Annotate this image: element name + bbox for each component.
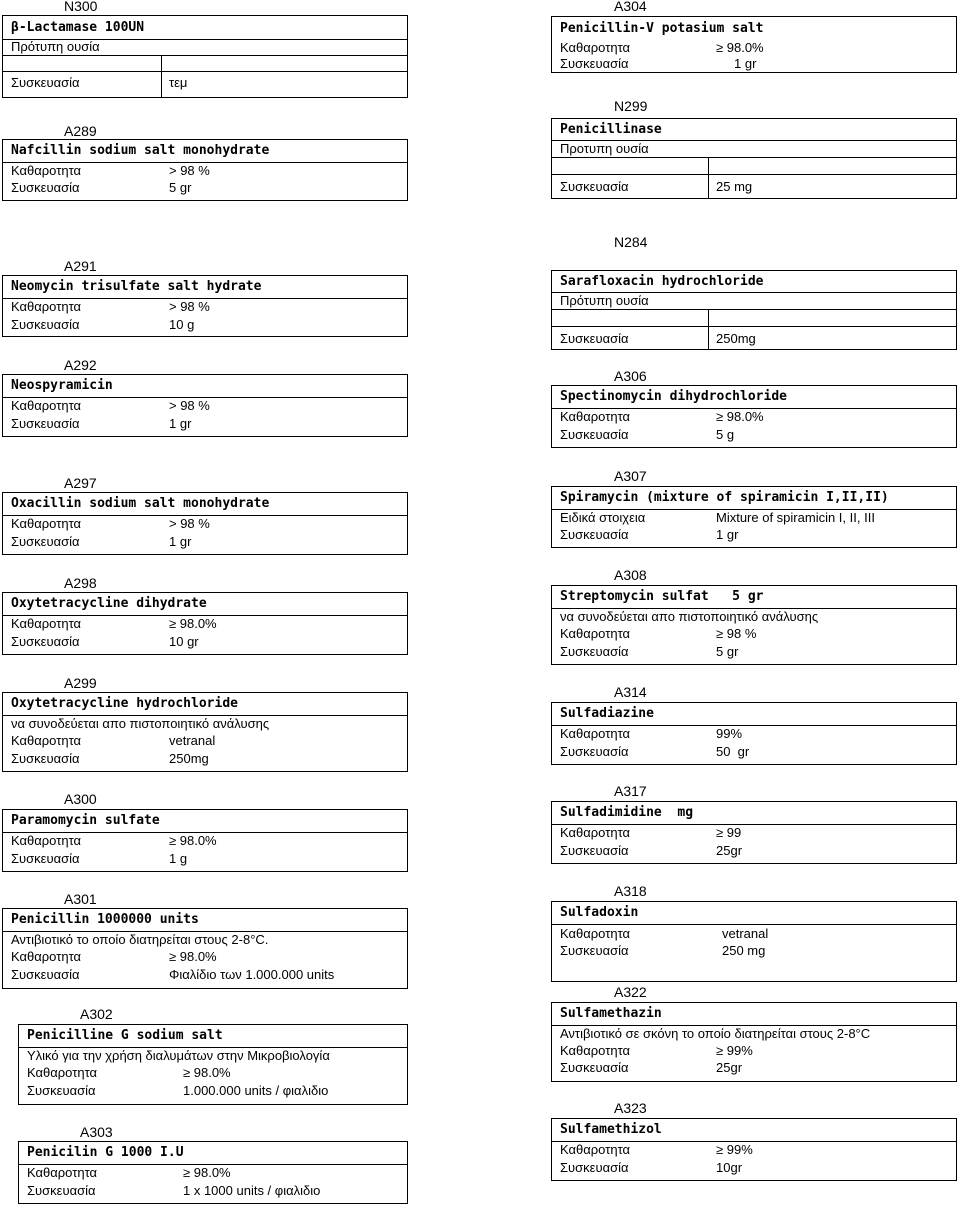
product-name: Penicilline G sodium salt [27,1028,223,1043]
pack-value: 10gr [716,1160,743,1175]
pack-label: Συσκευασία [11,317,80,332]
product-name: Neomycin trisulfate salt hydrate [11,279,262,294]
item-code: A301 [64,891,97,907]
pack-label: Συσκευασία [560,1160,629,1175]
item-code: N299 [614,98,648,114]
purity-label: Καθαροτητα [11,299,82,314]
product-card-a307 [551,486,957,548]
product-card-a306 [551,385,957,448]
spec-value: Mixture of spiramicin I, II, III [716,510,875,525]
item-code: N300 [64,0,98,14]
product-card-a301 [2,908,408,989]
spec-label: Πρότυπη ουσία [560,293,649,308]
product-name: Sulfamethizol [560,1122,662,1137]
item-code: A297 [64,475,97,491]
purity-label: Καθαροτητα [560,1142,631,1157]
spec-label: Πρότυπη ουσία [11,39,100,54]
purity-label: Καθαροτητα [11,833,82,848]
purity-value: ≥ 98 % [716,626,757,641]
pack-value: 250 mg [722,943,766,958]
note-text: να συνοδεύεται απο πιστοποιητικό ανάλυσης [11,716,270,731]
purity-label: Καθαροτητα [11,949,82,964]
purity-value: ≥ 99 [716,825,742,840]
pack-value: 250mg [716,331,756,346]
purity-value: 99% [716,726,743,741]
pack-label: Συσκευασία [11,416,80,431]
product-name: Sulfadiazine [560,706,654,721]
pack-value: 10 g [169,317,195,332]
item-code: A317 [614,783,647,799]
spec-label: Προτυπη ουσία [560,141,649,156]
product-card-a318 [551,901,957,982]
purity-value: > 98 % [169,299,210,314]
purity-value: ≥ 98.0% [183,1165,231,1180]
pack-label: Συσκευασία [560,331,629,346]
purity-label: Καθαροτητα [560,626,631,641]
pack-label: Συσκευασία [11,634,80,649]
pack-label: Συσκευασία [560,843,629,858]
pack-label: Συσκευασία [560,527,629,542]
pack-value: 1 gr [716,527,739,542]
purity-value: ≥ 99% [716,1043,753,1058]
item-code: A298 [64,575,97,591]
product-card-a299 [2,692,408,772]
item-code: A300 [64,791,97,807]
pack-value: 10 gr [169,634,199,649]
pack-label: Συσκευασία [11,75,80,90]
purity-label: Καθαροτητα [560,1043,631,1058]
purity-label: Καθαροτητα [11,398,82,413]
pack-label: Συσκευασία [11,967,80,982]
item-code: A302 [80,1006,113,1022]
pack-value: 5 gr [169,180,192,195]
purity-value: ≥ 98.0% [169,616,217,631]
pack-value: 1 gr [169,416,192,431]
item-code: A308 [614,567,647,583]
purity-label: Καθαροτητα [560,40,631,55]
pack-label: Συσκευασία [27,1183,96,1198]
pack-value: 1.000.000 units / φιαλιδιο [183,1083,329,1098]
pack-value: 1 g [169,851,188,866]
purity-label: Καθαροτητα [560,825,631,840]
product-card-a308 [551,585,957,665]
purity-label: Καθαροτητα [11,616,82,631]
purity-value: > 98 % [169,163,210,178]
product-name: Spectinomycin dihydrochloride [560,389,787,404]
pack-value: 5 g [716,427,735,442]
product-card-a300 [2,809,408,872]
product-name: Streptomycin sulfat 5 gr [560,589,764,604]
item-code: A303 [80,1124,113,1140]
product-card-a323 [551,1118,957,1181]
product-card-a302 [18,1024,408,1105]
product-card-a303 [18,1141,408,1204]
purity-label: Καθαροτητα [560,926,631,941]
note-text: Αντιβιοτικό σε σκόνη το οποίο διατηρείται στους 2-8°C [560,1026,871,1041]
pack-value: 25gr [716,1060,743,1075]
product-card-a317 [551,801,957,864]
product-card-a298 [2,592,408,655]
purity-value: ≥ 98.0% [169,833,217,848]
pack-label: Συσκευασία [560,744,629,759]
item-code: A292 [64,357,97,373]
purity-value: ≥ 98.0% [169,949,217,964]
purity-label: Καθαροτητα [11,516,82,531]
product-name: Oxytetracycline hydrochloride [11,696,238,711]
product-name: Oxacillin sodium salt monohydrate [11,496,270,511]
purity-label: Καθαροτητα [560,409,631,424]
pack-label: Συσκευασία [560,56,629,71]
item-code: A307 [614,468,647,484]
product-card-a291 [2,275,408,337]
pack-value: 1 x 1000 units / φιαλιδιο [183,1183,321,1198]
product-name: Oxytetracycline dihydrate [11,596,207,611]
purity-value: > 98 % [169,398,210,413]
note-text: να συνοδεύεται απο πιστοποιητικό ανάλυσης [560,609,819,624]
pack-value: 1 gr [169,534,192,549]
product-name: β-Lactamase 100UN [11,20,145,35]
product-card-a292 [2,374,408,437]
product-card-a297 [2,492,408,555]
pack-label: Συσκευασία [11,180,80,195]
note-text: Αντιβιοτικό το οποίο διατηρείται στους 2-8°C. [11,932,269,947]
item-code: A306 [614,368,647,384]
product-card-n300 [2,15,408,98]
item-code: A318 [614,883,647,899]
pack-label: Συσκευασία [11,534,80,549]
purity-value: vetranal [722,926,769,941]
product-name: Sulfadoxin [560,905,639,920]
product-name: Penicilin G 1000 I.U [27,1145,184,1160]
pack-label: Συσκευασία [560,179,629,194]
spec-label: Ειδικά στοιχεια [560,510,646,525]
purity-value: ≥ 98.0% [183,1065,231,1080]
product-card-a314 [551,702,957,765]
item-code: A322 [614,984,647,1000]
item-code: A304 [614,0,647,14]
pack-label: Συσκευασία [560,644,629,659]
product-card-n284 [551,270,957,350]
pack-label: Συσκευασία [11,751,80,766]
purity-value: vetranal [169,733,216,748]
pack-value: τεμ [169,75,188,90]
pack-value: 25 mg [716,179,753,194]
purity-label: Καθαροτητα [27,1065,98,1080]
purity-value: > 98 % [169,516,210,531]
purity-value: ≥ 98.0% [716,409,764,424]
product-name: Spiramycin (mixture of spiramicin I,II,II) [560,490,889,505]
pack-value: Φιαλίδιο των 1.000.000 units [169,967,335,982]
item-code: N284 [614,234,648,250]
product-name: Sulfadimidine mg [560,805,694,820]
product-name: Penicillinase [560,122,662,137]
product-card-a304 [551,16,957,73]
purity-label: Καθαροτητα [560,726,631,741]
purity-value: ≥ 98.0% [716,40,764,55]
purity-label: Καθαροτητα [11,733,82,748]
item-code: A323 [614,1100,647,1116]
purity-label: Καθαροτητα [27,1165,98,1180]
product-name: Neospyramicin [11,378,113,393]
pack-value: 50 gr [716,744,750,759]
pack-value: 250mg [169,751,209,766]
item-code: A291 [64,258,97,274]
product-card-n299 [551,118,957,199]
pack-label: Συσκευασία [560,943,629,958]
purity-label: Καθαροτητα [11,163,82,178]
item-code: A314 [614,684,647,700]
item-code: A299 [64,675,97,691]
pack-value: 25gr [716,843,743,858]
product-name: Nafcillin sodium salt monohydrate [11,143,270,158]
pack-value: 5 gr [716,644,739,659]
product-name: Penicillin 1000000 units [11,912,199,927]
note-text: Υλικό για την χρήση διαλυμάτων στην Μικροβιολογία [27,1048,330,1063]
product-name: Penicillin-V potasium salt [560,21,764,36]
pack-value: 1 gr [734,56,757,71]
pack-label: Συσκευασία [11,851,80,866]
pack-label: Συσκευασία [560,427,629,442]
purity-value: ≥ 99% [716,1142,753,1157]
product-name: Sarafloxacin hydrochloride [560,274,764,289]
pack-label: Συσκευασία [560,1060,629,1075]
product-card-a322 [551,1002,957,1082]
product-name: Sulfamethazin [560,1006,662,1021]
pack-label: Συσκευασία [27,1083,96,1098]
item-code: A289 [64,123,97,139]
product-name: Paramomycin sulfate [11,813,160,828]
product-card-a289 [2,139,408,201]
